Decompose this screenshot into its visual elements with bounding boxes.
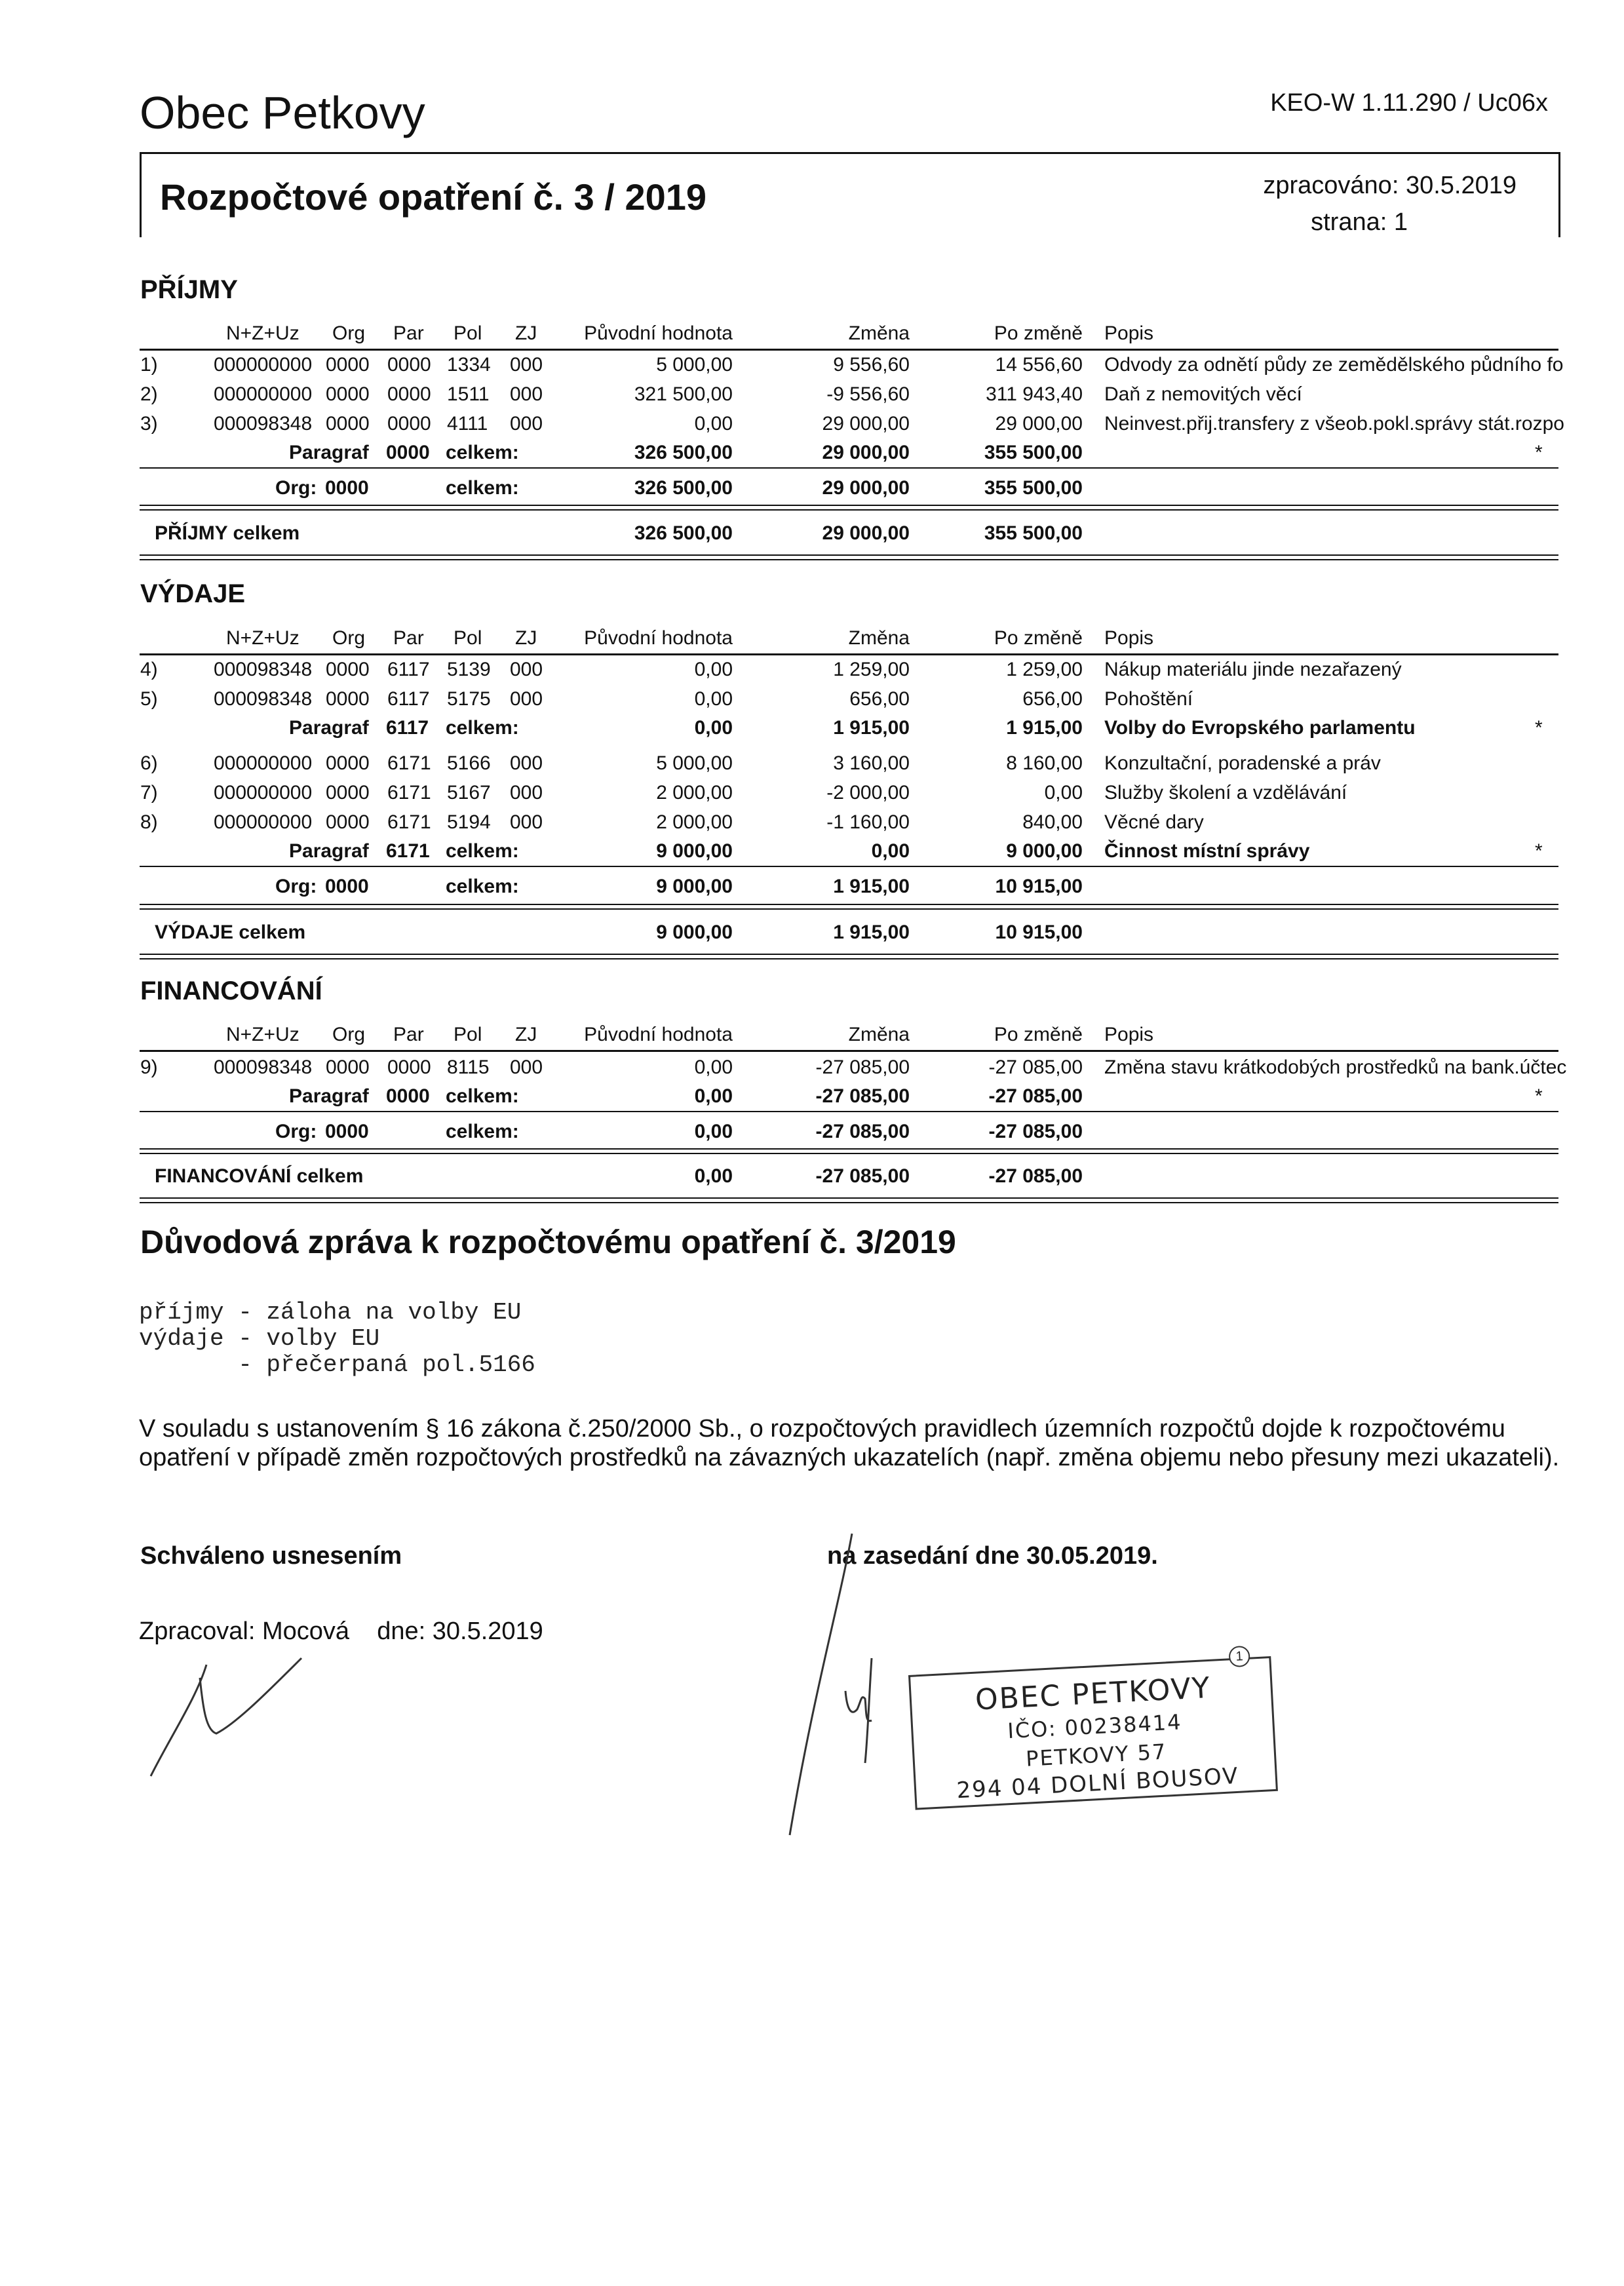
- row-popis: Daň z nemovitých věcí: [1104, 383, 1302, 405]
- paragraf-value: 0000: [386, 442, 430, 463]
- processed-value: 30.5.2019: [1405, 172, 1517, 199]
- rule: [140, 559, 1558, 560]
- row-par: 6117: [387, 688, 430, 710]
- header-rule-vydaje: [140, 653, 1558, 655]
- rule: [140, 1111, 1558, 1112]
- row-pol: 5175: [447, 688, 491, 710]
- celkem-label: celkem:: [446, 1121, 519, 1142]
- table-header-financovani: [0, 1024, 1624, 1051]
- total-label: PŘÍJMY celkem: [155, 522, 300, 544]
- col-po-zmene: Po změně: [994, 627, 1083, 649]
- col-par: Par: [393, 322, 424, 344]
- paragraph-sum-row: [0, 442, 1624, 469]
- row-org: 0000: [326, 354, 370, 376]
- row-pol: 1334: [447, 354, 491, 376]
- row-org: 0000: [326, 811, 370, 833]
- row-par: 6117: [387, 659, 430, 680]
- meeting-text: na zasedání dne 30.05.2019.: [827, 1542, 1158, 1570]
- sum-popis: Činnost místní správy: [1104, 840, 1310, 862]
- org-sum-po-zmene: 10 915,00: [995, 876, 1083, 897]
- celkem-label: celkem:: [446, 1085, 519, 1107]
- table-row: [0, 659, 1624, 686]
- row-par: 6171: [387, 811, 431, 833]
- row-no: 4): [140, 659, 158, 680]
- paragraph-sum-row: [0, 840, 1624, 868]
- col-zmena: Změna: [848, 627, 910, 649]
- row-puvodni: 0,00: [694, 688, 733, 710]
- row-par: 6171: [387, 782, 431, 804]
- table-row: [0, 688, 1624, 716]
- row-popis: Věcné dary: [1104, 811, 1204, 833]
- org-label: Org:: [275, 876, 317, 897]
- sum-star: *: [1535, 840, 1543, 862]
- table-row: [0, 354, 1624, 381]
- col-par: Par: [393, 1024, 424, 1045]
- section-total-row: [0, 921, 1624, 949]
- row-zj: 000: [510, 354, 543, 376]
- processed-label: zpracováno:: [1263, 172, 1399, 199]
- org-value: 0000: [325, 1121, 369, 1142]
- total-label: FINANCOVÁNÍ celkem: [155, 1165, 364, 1187]
- signature-mayor: [773, 1527, 904, 1842]
- row-zmena: -1 160,00: [826, 811, 910, 833]
- col-zj: ZJ: [515, 322, 537, 344]
- row-po-zmene: 840,00: [1022, 811, 1083, 833]
- sum-po-zmene: 1 915,00: [1006, 717, 1083, 739]
- row-po-zmene: 656,00: [1022, 688, 1083, 710]
- col-zj: ZJ: [515, 627, 537, 649]
- org-sum-zmena: 29 000,00: [822, 477, 910, 499]
- total-puvodni: 326 500,00: [634, 522, 733, 544]
- row-puvodni: 0,00: [694, 1056, 733, 1078]
- rule: [140, 1197, 1558, 1199]
- row-nzu: 000098348: [214, 413, 313, 435]
- signature-processor: [144, 1619, 315, 1789]
- row-nzu: 000098348: [214, 688, 313, 710]
- row-po-zmene: 0,00: [1044, 782, 1083, 804]
- org-sum-puvodni: 326 500,00: [634, 477, 733, 499]
- row-nzu: 000000000: [214, 383, 313, 405]
- paragraf-label: Paragraf: [289, 717, 369, 739]
- sum-popis: Volby do Evropského parlamentu: [1104, 717, 1416, 739]
- sum-zmena: 1 915,00: [833, 717, 910, 739]
- sum-star: *: [1535, 442, 1543, 463]
- row-no: 8): [140, 811, 158, 833]
- section-total-row: [0, 1165, 1624, 1193]
- rule: [140, 908, 1558, 910]
- row-nzu: 000098348: [214, 659, 313, 680]
- org-sum-puvodni: 0,00: [694, 1121, 733, 1142]
- col-puvodni: Původní hodnota: [584, 1024, 733, 1045]
- row-pol: 4111: [447, 413, 488, 435]
- header-left-rule: [140, 152, 142, 237]
- row-nzu: 000000000: [214, 752, 313, 774]
- col-org: Org: [332, 1024, 366, 1045]
- paragraph-sum-row: [0, 717, 1624, 745]
- row-puvodni: 321 500,00: [634, 383, 733, 405]
- row-puvodni: 2 000,00: [656, 782, 733, 804]
- celkem-label: celkem:: [446, 876, 519, 897]
- row-par: 0000: [387, 354, 431, 376]
- row-org: 0000: [326, 659, 370, 680]
- org-label: Org:: [275, 1121, 317, 1142]
- row-po-zmene: 29 000,00: [995, 413, 1083, 435]
- col-zj: ZJ: [515, 1024, 537, 1045]
- row-popis: Služby školení a vzdělávání: [1104, 782, 1347, 804]
- document-title: Rozpočtové opatření č. 3 / 2019: [160, 176, 707, 218]
- org-sum-po-zmene: -27 085,00: [988, 1121, 1083, 1142]
- rule: [140, 505, 1558, 506]
- organization-name: Obec Petkovy: [140, 87, 425, 138]
- total-zmena: 29 000,00: [822, 522, 910, 544]
- rule: [140, 904, 1558, 905]
- section-total-row: [0, 522, 1624, 550]
- org-sum-zmena: 1 915,00: [833, 876, 910, 897]
- official-stamp: [908, 1644, 1276, 1819]
- row-no: 5): [140, 688, 158, 710]
- row-zmena: 3 160,00: [833, 752, 910, 774]
- row-zmena: 29 000,00: [822, 413, 910, 435]
- sum-puvodni: 9 000,00: [656, 840, 733, 862]
- header-right-rule: [1558, 152, 1560, 237]
- header-rule-prijmy: [140, 349, 1558, 351]
- row-zj: 000: [510, 811, 543, 833]
- row-zmena: -9 556,60: [826, 383, 910, 405]
- row-po-zmene: 311 943,40: [986, 383, 1083, 405]
- row-zmena: 656,00: [849, 688, 910, 710]
- row-popis: Nákup materiálu jinde nezařazený: [1104, 659, 1402, 680]
- row-puvodni: 0,00: [694, 413, 733, 435]
- paragraf-label: Paragraf: [289, 840, 369, 862]
- row-zmena: -27 085,00: [815, 1056, 910, 1078]
- total-po-zmene: 355 500,00: [984, 522, 1083, 544]
- table-header-prijmy: [0, 322, 1624, 350]
- row-no: 9): [140, 1056, 158, 1078]
- row-pol: 5139: [447, 659, 491, 680]
- org-sum-po-zmene: 355 500,00: [984, 477, 1083, 499]
- row-pol: 1511: [447, 383, 490, 405]
- paragraf-value: 0000: [386, 1085, 430, 1107]
- page-label: strana:: [1311, 208, 1387, 236]
- stamp-line: 294 04 DOLNÍ BOUSOV: [956, 1762, 1240, 1804]
- section-title-vydaje: VÝDAJE: [140, 579, 246, 608]
- sum-zmena: -27 085,00: [815, 1085, 910, 1107]
- stamp-number: 1: [1228, 1646, 1250, 1668]
- row-zmena: 9 556,60: [833, 354, 910, 376]
- row-org: 0000: [326, 413, 370, 435]
- row-popis: Změna stavu krátkodobých prostředků na bank.účtec: [1104, 1056, 1567, 1078]
- row-par: 0000: [387, 383, 431, 405]
- total-label: VÝDAJE celkem: [155, 921, 306, 943]
- row-pol: 5166: [447, 752, 491, 774]
- rule: [140, 509, 1558, 511]
- org-label: Org:: [275, 477, 317, 499]
- report-note: příjmy - záloha na volby EU: [139, 1299, 522, 1326]
- page-number: [1311, 208, 1408, 237]
- rule: [140, 1153, 1558, 1154]
- header-rule-financovani: [140, 1050, 1558, 1052]
- org-value: 0000: [325, 477, 369, 499]
- rule: [140, 1202, 1558, 1203]
- row-no: 1): [140, 354, 158, 376]
- total-zmena: 1 915,00: [833, 921, 910, 943]
- row-nzu: 000000000: [214, 782, 313, 804]
- total-po-zmene: 10 915,00: [995, 921, 1083, 943]
- paragraph-sum-row: [0, 1085, 1624, 1113]
- row-par: 6171: [387, 752, 431, 774]
- row-po-zmene: 1 259,00: [1006, 659, 1083, 680]
- celkem-label: celkem:: [446, 442, 519, 463]
- sum-puvodni: 0,00: [694, 717, 733, 739]
- rule: [140, 958, 1558, 959]
- report-note: - přečerpaná pol.5166: [139, 1351, 535, 1378]
- row-puvodni: 2 000,00: [656, 811, 733, 833]
- row-puvodni: 5 000,00: [656, 354, 733, 376]
- col-zmena: Změna: [848, 322, 910, 344]
- approved-label: Schváleno usnesením: [140, 1542, 402, 1570]
- paragraf-value: 6117: [386, 717, 429, 739]
- col-popis: Popis: [1104, 322, 1154, 344]
- processed-by: Zpracoval: Mocová dne: 30.5.2019: [139, 1618, 543, 1645]
- row-zj: 000: [510, 659, 543, 680]
- sum-po-zmene: 355 500,00: [984, 442, 1083, 463]
- row-org: 0000: [326, 688, 370, 710]
- sum-puvodni: 0,00: [694, 1085, 733, 1107]
- col-pol: Pol: [454, 322, 482, 344]
- section-title-prijmy: PŘÍJMY: [140, 275, 238, 304]
- row-zj: 000: [510, 782, 543, 804]
- row-no: 7): [140, 782, 158, 804]
- row-par: 0000: [387, 1056, 431, 1078]
- row-popis: Neinvest.přij.transfery z všeob.pokl.správy stát.rozpo: [1104, 413, 1564, 435]
- org-sum-zmena: -27 085,00: [815, 1121, 910, 1142]
- report-title: Důvodová zpráva k rozpočtovému opatření č. 3/2019: [140, 1224, 956, 1260]
- row-po-zmene: -27 085,00: [988, 1056, 1083, 1078]
- rule: [140, 866, 1558, 867]
- row-zj: 000: [510, 413, 543, 435]
- sum-star: *: [1535, 1085, 1543, 1107]
- rule: [140, 467, 1558, 469]
- sum-po-zmene: 9 000,00: [1006, 840, 1083, 862]
- col-puvodni: Původní hodnota: [584, 322, 733, 344]
- total-puvodni: 0,00: [694, 1165, 733, 1187]
- report-note: výdaje - volby EU: [139, 1325, 380, 1352]
- paragraf-label: Paragraf: [289, 1085, 369, 1107]
- col-org: Org: [332, 627, 366, 649]
- paragraf-value: 6171: [386, 840, 430, 862]
- col-par: Par: [393, 627, 424, 649]
- col-popis: Popis: [1104, 1024, 1154, 1045]
- stamp-line: IČO: 00238414: [1007, 1709, 1183, 1744]
- col-po-zmene: Po změně: [994, 322, 1083, 344]
- celkem-label: celkem:: [446, 717, 519, 739]
- document-code: KEO-W 1.11.290 / Uc06x: [1270, 89, 1548, 117]
- row-nzu: 000000000: [214, 811, 313, 833]
- paragraf-label: Paragraf: [289, 442, 369, 463]
- celkem-label: celkem:: [446, 840, 519, 862]
- sum-star: *: [1535, 717, 1543, 739]
- row-po-zmene: 14 556,60: [995, 354, 1083, 376]
- row-zj: 000: [510, 383, 543, 405]
- table-row: [0, 413, 1624, 440]
- processed-date: [1263, 172, 1517, 200]
- row-par: 0000: [387, 413, 431, 435]
- col-nzu: N+Z+Uz: [226, 322, 300, 344]
- row-nzu: 000098348: [214, 1056, 313, 1078]
- row-nzu: 000000000: [214, 354, 313, 376]
- row-org: 0000: [326, 1056, 370, 1078]
- col-pol: Pol: [454, 1024, 482, 1045]
- col-puvodni: Původní hodnota: [584, 627, 733, 649]
- row-puvodni: 0,00: [694, 659, 733, 680]
- org-sum-row: [0, 876, 1624, 903]
- col-nzu: N+Z+Uz: [226, 627, 300, 649]
- col-pol: Pol: [454, 627, 482, 649]
- org-sum-row: [0, 1121, 1624, 1148]
- org-value: 0000: [325, 876, 369, 897]
- rule: [140, 1148, 1558, 1150]
- sum-puvodni: 326 500,00: [634, 442, 733, 463]
- row-org: 0000: [326, 782, 370, 804]
- row-zmena: 1 259,00: [833, 659, 910, 680]
- row-popis: Odvody za odnětí půdy ze zemědělského půdního fo: [1104, 354, 1564, 376]
- stamp-line: OBEC PETKOVY: [974, 1671, 1212, 1717]
- table-row: [0, 782, 1624, 809]
- sum-zmena: 29 000,00: [822, 442, 910, 463]
- rule: [140, 554, 1558, 556]
- col-nzu: N+Z+Uz: [226, 1024, 300, 1045]
- table-header-vydaje: [0, 627, 1624, 655]
- row-no: 2): [140, 383, 158, 405]
- stamp-line: PETKOVY 57: [1025, 1739, 1168, 1772]
- rule: [140, 954, 1558, 955]
- total-zmena: -27 085,00: [815, 1165, 910, 1187]
- col-po-zmene: Po změně: [994, 1024, 1083, 1045]
- row-popis: Pohoštění: [1104, 688, 1193, 710]
- total-po-zmene: -27 085,00: [988, 1165, 1083, 1187]
- row-pol: 5194: [447, 811, 491, 833]
- report-paragraph: V souladu s ustanovením § 16 zákona č.250/2000 Sb., o rozpočtových pravidlech územních rozpočtů dojde k rozpočtovému opatření v případě změn rozpočtových prostředků na závazných ukazatelích (např. změna objemu nebo přesuny mezi ukazateli).: [139, 1415, 1560, 1471]
- col-zmena: Změna: [848, 1024, 910, 1045]
- header-top-rule: [140, 152, 1560, 154]
- row-no: 3): [140, 413, 158, 435]
- row-pol: 5167: [447, 782, 491, 804]
- row-zj: 000: [510, 1056, 543, 1078]
- org-sum-puvodni: 9 000,00: [656, 876, 733, 897]
- col-org: Org: [332, 322, 366, 344]
- row-zmena: -2 000,00: [826, 782, 910, 804]
- table-row: [0, 1056, 1624, 1084]
- row-pol: 8115: [447, 1056, 490, 1078]
- org-sum-row: [0, 477, 1624, 505]
- table-row: [0, 383, 1624, 411]
- row-zj: 000: [510, 752, 543, 774]
- row-puvodni: 5 000,00: [656, 752, 733, 774]
- section-title-financovani: FINANCOVÁNÍ: [140, 977, 322, 1005]
- row-po-zmene: 8 160,00: [1006, 752, 1083, 774]
- sum-po-zmene: -27 085,00: [988, 1085, 1083, 1107]
- page-value: 1: [1393, 208, 1408, 236]
- table-row: [0, 752, 1624, 780]
- table-row: [0, 811, 1624, 839]
- row-popis: Konzultační, poradenské a práv: [1104, 752, 1381, 774]
- row-no: 6): [140, 752, 158, 774]
- row-zj: 000: [510, 688, 543, 710]
- col-popis: Popis: [1104, 627, 1154, 649]
- total-puvodni: 9 000,00: [656, 921, 733, 943]
- celkem-label: celkem:: [446, 477, 519, 499]
- row-org: 0000: [326, 752, 370, 774]
- sum-zmena: 0,00: [871, 840, 910, 862]
- row-org: 0000: [326, 383, 370, 405]
